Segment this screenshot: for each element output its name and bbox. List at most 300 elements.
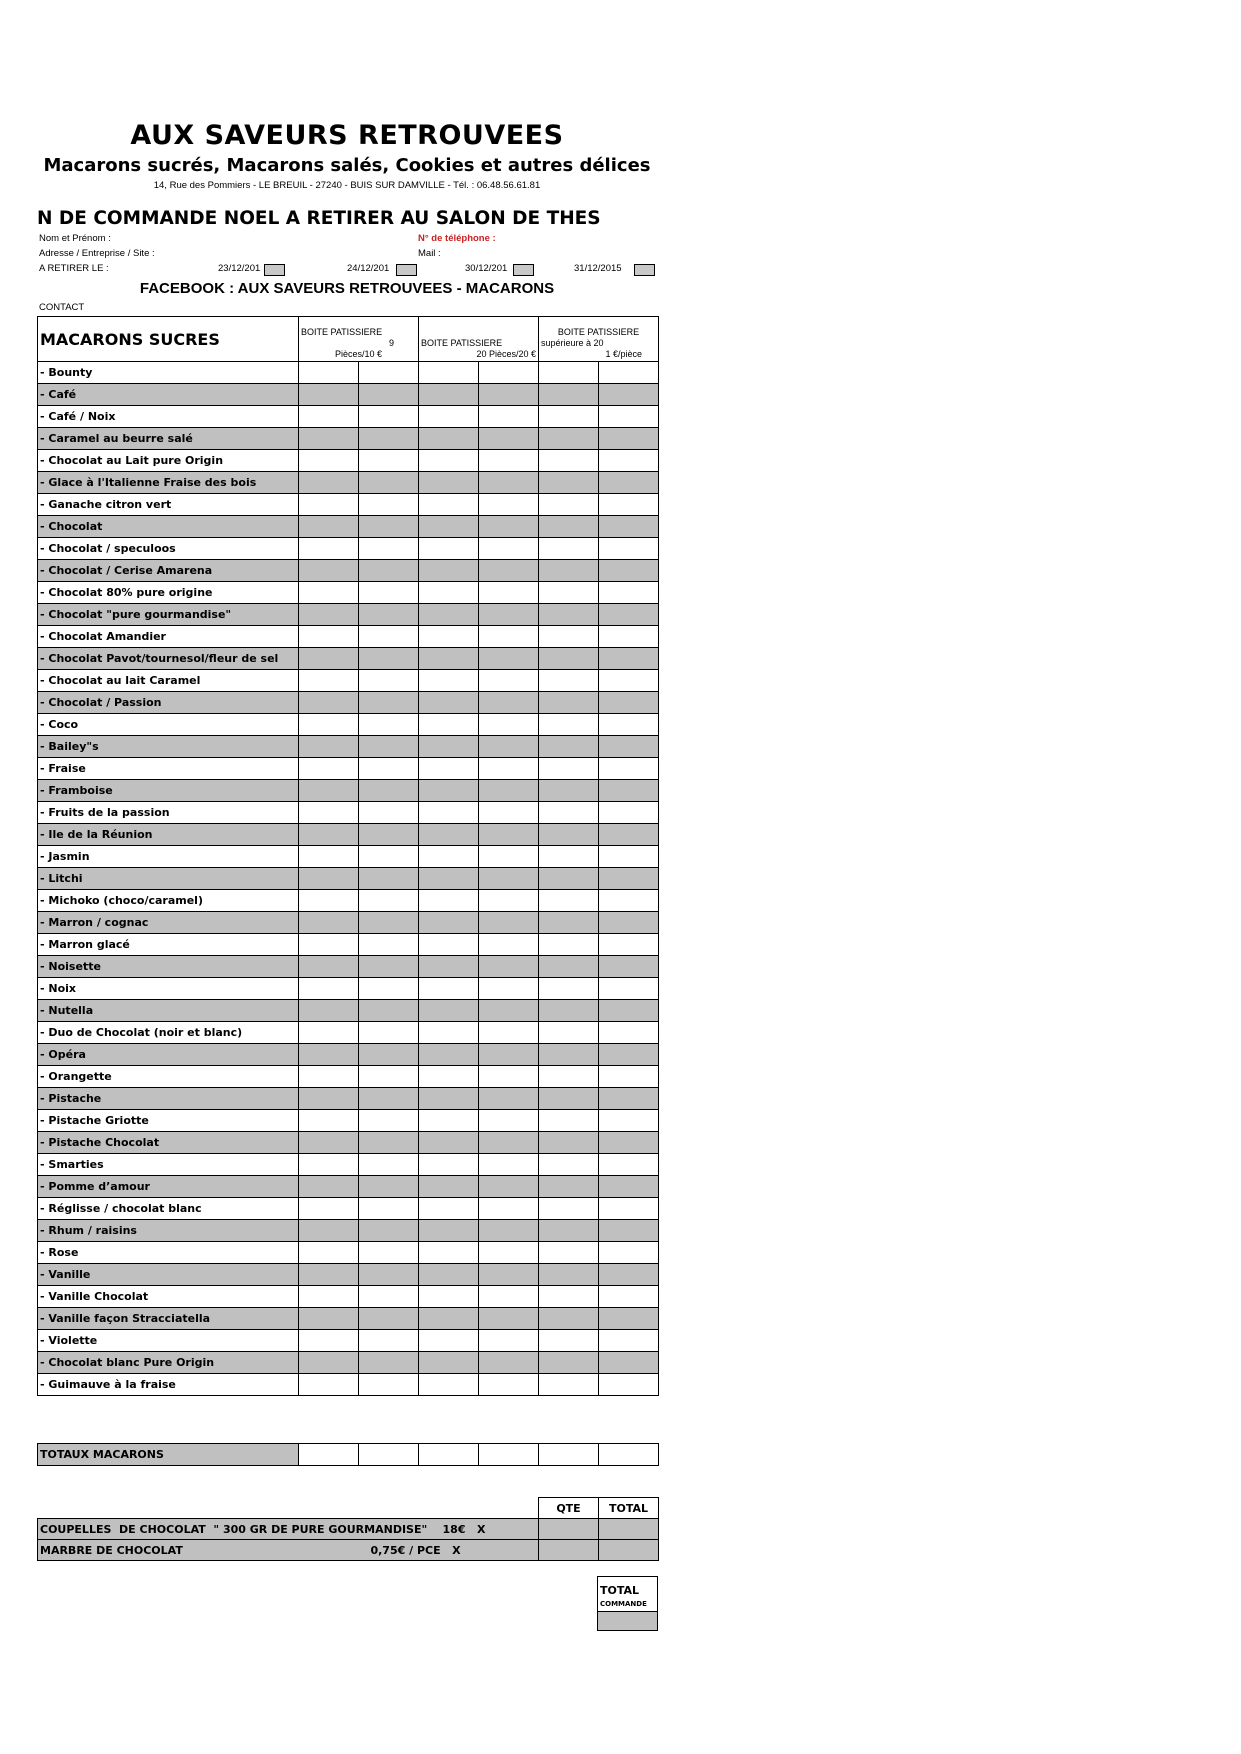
qte-input[interactable] — [539, 1540, 599, 1561]
quantity-cell[interactable] — [599, 1000, 659, 1022]
quantity-cell[interactable] — [599, 648, 659, 670]
quantity-cell[interactable] — [599, 1176, 659, 1198]
quantity-cell[interactable] — [479, 956, 539, 978]
quantity-cell[interactable] — [599, 890, 659, 912]
quantity-cell[interactable] — [599, 1308, 659, 1330]
quantity-cell[interactable] — [539, 780, 599, 802]
quantity-cell[interactable] — [539, 472, 599, 494]
quantity-cell[interactable] — [359, 538, 419, 560]
total-cell[interactable] — [599, 1444, 659, 1466]
quantity-cell[interactable] — [359, 604, 419, 626]
quantity-cell[interactable] — [419, 428, 479, 450]
quantity-cell[interactable] — [479, 824, 539, 846]
quantity-cell[interactable] — [479, 428, 539, 450]
quantity-cell[interactable] — [539, 1330, 599, 1352]
quantity-cell[interactable] — [359, 824, 419, 846]
quantity-cell[interactable] — [299, 802, 359, 824]
quantity-cell[interactable] — [539, 824, 599, 846]
quantity-cell[interactable] — [539, 1132, 599, 1154]
quantity-cell[interactable] — [539, 956, 599, 978]
quantity-cell[interactable] — [479, 1022, 539, 1044]
quantity-cell[interactable] — [299, 1154, 359, 1176]
quantity-cell[interactable] — [299, 1308, 359, 1330]
quantity-cell[interactable] — [359, 890, 419, 912]
quantity-cell[interactable] — [479, 538, 539, 560]
quantity-cell[interactable] — [479, 1154, 539, 1176]
macaron-row — [38, 1352, 659, 1374]
quantity-cell[interactable] — [299, 384, 359, 406]
quantity-cell[interactable] — [359, 1066, 419, 1088]
quantity-cell[interactable] — [479, 670, 539, 692]
quantity-cell[interactable] — [479, 516, 539, 538]
quantity-cell[interactable] — [299, 516, 359, 538]
quantity-cell[interactable] — [539, 1286, 599, 1308]
quantity-cell[interactable] — [419, 846, 479, 868]
quantity-cell[interactable] — [359, 582, 419, 604]
total-cell[interactable] — [359, 1444, 419, 1466]
quantity-cell[interactable] — [539, 582, 599, 604]
quantity-cell[interactable] — [299, 604, 359, 626]
quantity-cell[interactable] — [479, 648, 539, 670]
quantity-cell[interactable] — [419, 692, 479, 714]
quantity-cell[interactable] — [539, 362, 599, 384]
total-cell[interactable] — [539, 1444, 599, 1466]
quantity-cell[interactable] — [299, 1352, 359, 1374]
quantity-cell[interactable] — [299, 362, 359, 384]
quantity-cell[interactable] — [299, 626, 359, 648]
quantity-cell[interactable] — [479, 780, 539, 802]
quantity-cell[interactable] — [359, 868, 419, 890]
quantity-cell[interactable] — [599, 450, 659, 472]
quantity-cell[interactable] — [479, 1264, 539, 1286]
date-checkbox-4[interactable] — [634, 264, 655, 276]
quantity-cell[interactable] — [299, 1330, 359, 1352]
quantity-cell[interactable] — [599, 1132, 659, 1154]
quantity-cell[interactable] — [419, 538, 479, 560]
quantity-cell[interactable] — [539, 1066, 599, 1088]
quantity-cell[interactable] — [479, 978, 539, 1000]
quantity-cell[interactable] — [479, 450, 539, 472]
quantity-cell[interactable] — [539, 1264, 599, 1286]
quantity-cell[interactable] — [599, 1066, 659, 1088]
quantity-cell[interactable] — [359, 1286, 419, 1308]
quantity-cell[interactable] — [419, 1242, 479, 1264]
quantity-cell[interactable] — [419, 1220, 479, 1242]
quantity-cell[interactable] — [419, 1066, 479, 1088]
quantity-cell[interactable] — [299, 868, 359, 890]
quantity-cell[interactable] — [599, 714, 659, 736]
quantity-cell[interactable] — [479, 714, 539, 736]
quantity-cell[interactable] — [299, 956, 359, 978]
quantity-cell[interactable] — [419, 560, 479, 582]
quantity-cell[interactable] — [359, 516, 419, 538]
quantity-cell[interactable] — [419, 868, 479, 890]
quantity-cell[interactable] — [359, 1022, 419, 1044]
quantity-cell[interactable] — [359, 1000, 419, 1022]
quantity-cell[interactable] — [419, 934, 479, 956]
quantity-cell[interactable] — [419, 736, 479, 758]
quantity-cell[interactable] — [299, 824, 359, 846]
quantity-cell[interactable] — [479, 626, 539, 648]
quantity-cell[interactable] — [599, 912, 659, 934]
quantity-cell[interactable] — [299, 560, 359, 582]
quantity-cell[interactable] — [599, 626, 659, 648]
quantity-cell[interactable] — [479, 846, 539, 868]
quantity-cell[interactable] — [479, 1132, 539, 1154]
quantity-cell[interactable] — [479, 1352, 539, 1374]
quantity-cell[interactable] — [539, 912, 599, 934]
quantity-cell[interactable] — [479, 802, 539, 824]
date-checkbox-1[interactable] — [264, 264, 285, 276]
quantity-cell[interactable] — [479, 758, 539, 780]
quantity-cell[interactable] — [359, 670, 419, 692]
quantity-cell[interactable] — [539, 670, 599, 692]
quantity-cell[interactable] — [539, 1198, 599, 1220]
quantity-cell[interactable] — [299, 758, 359, 780]
quantity-cell[interactable] — [359, 1352, 419, 1374]
quantity-cell[interactable] — [599, 824, 659, 846]
quantity-cell[interactable] — [539, 516, 599, 538]
quantity-cell[interactable] — [599, 1352, 659, 1374]
quantity-cell[interactable] — [359, 1088, 419, 1110]
quantity-cell[interactable] — [539, 978, 599, 1000]
quantity-cell[interactable] — [599, 736, 659, 758]
date-checkbox-2[interactable] — [396, 264, 417, 276]
quantity-cell[interactable] — [419, 450, 479, 472]
quantity-cell[interactable] — [359, 1132, 419, 1154]
quantity-cell[interactable] — [599, 1198, 659, 1220]
quantity-cell[interactable] — [299, 1044, 359, 1066]
total-input[interactable] — [599, 1540, 659, 1561]
quantity-cell[interactable] — [359, 1264, 419, 1286]
quantity-cell[interactable] — [539, 1176, 599, 1198]
quantity-cell[interactable] — [359, 362, 419, 384]
quantity-cell[interactable] — [479, 912, 539, 934]
quantity-cell[interactable] — [539, 1374, 599, 1396]
quantity-cell[interactable] — [479, 1374, 539, 1396]
quantity-cell[interactable] — [419, 1308, 479, 1330]
quantity-cell[interactable] — [419, 582, 479, 604]
quantity-cell[interactable] — [599, 428, 659, 450]
quantity-cell[interactable] — [299, 648, 359, 670]
quantity-cell[interactable] — [299, 1110, 359, 1132]
quantity-cell[interactable] — [479, 1330, 539, 1352]
quantity-cell[interactable] — [299, 1088, 359, 1110]
quantity-cell[interactable] — [539, 692, 599, 714]
quantity-cell[interactable] — [419, 670, 479, 692]
quantity-cell[interactable] — [479, 868, 539, 890]
quantity-cell[interactable] — [359, 912, 419, 934]
quantity-cell[interactable] — [479, 890, 539, 912]
quantity-cell[interactable] — [599, 604, 659, 626]
quantity-cell[interactable] — [359, 1330, 419, 1352]
quantity-cell[interactable] — [299, 1066, 359, 1088]
quantity-cell[interactable] — [419, 1374, 479, 1396]
quantity-cell[interactable] — [479, 1110, 539, 1132]
quantity-cell[interactable] — [599, 362, 659, 384]
quantity-cell[interactable] — [539, 868, 599, 890]
quantity-cell[interactable] — [479, 934, 539, 956]
quantity-cell[interactable] — [299, 1176, 359, 1198]
quantity-cell[interactable] — [539, 1154, 599, 1176]
quantity-cell[interactable] — [419, 494, 479, 516]
macaron-row — [38, 824, 659, 846]
total-commande-value[interactable] — [598, 1612, 658, 1631]
quantity-cell[interactable] — [359, 428, 419, 450]
quantity-cell[interactable] — [419, 1286, 479, 1308]
quantity-cell[interactable] — [599, 472, 659, 494]
quantity-cell[interactable] — [359, 406, 419, 428]
total-cell[interactable] — [419, 1444, 479, 1466]
quantity-cell[interactable] — [359, 472, 419, 494]
quantity-cell[interactable] — [299, 1286, 359, 1308]
quantity-cell[interactable] — [419, 1000, 479, 1022]
quantity-cell[interactable] — [539, 450, 599, 472]
quantity-cell[interactable] — [599, 1088, 659, 1110]
quantity-cell[interactable] — [419, 516, 479, 538]
quantity-cell[interactable] — [539, 384, 599, 406]
quantity-cell[interactable] — [539, 1022, 599, 1044]
quantity-cell[interactable] — [539, 1352, 599, 1374]
quantity-cell[interactable] — [539, 1000, 599, 1022]
quantity-cell[interactable] — [479, 472, 539, 494]
quantity-cell[interactable] — [539, 1308, 599, 1330]
quantity-cell[interactable] — [359, 736, 419, 758]
quantity-cell[interactable] — [359, 780, 419, 802]
quantity-cell[interactable] — [419, 714, 479, 736]
qte-input[interactable] — [539, 1519, 599, 1540]
quantity-cell[interactable] — [359, 714, 419, 736]
quantity-cell[interactable] — [599, 1374, 659, 1396]
quantity-cell[interactable] — [599, 670, 659, 692]
quantity-cell[interactable] — [359, 626, 419, 648]
quantity-cell[interactable] — [299, 736, 359, 758]
quantity-cell[interactable] — [359, 1176, 419, 1198]
quantity-cell[interactable] — [299, 1022, 359, 1044]
quantity-cell[interactable] — [299, 472, 359, 494]
quantity-cell[interactable] — [419, 1198, 479, 1220]
quantity-cell[interactable] — [539, 538, 599, 560]
quantity-cell[interactable] — [599, 494, 659, 516]
quantity-cell[interactable] — [359, 1044, 419, 1066]
quantity-cell[interactable] — [479, 560, 539, 582]
quantity-cell[interactable] — [299, 692, 359, 714]
quantity-cell[interactable] — [539, 736, 599, 758]
quantity-cell[interactable] — [299, 912, 359, 934]
quantity-cell[interactable] — [419, 1264, 479, 1286]
quantity-cell[interactable] — [599, 1330, 659, 1352]
quantity-cell[interactable] — [419, 648, 479, 670]
quantity-cell[interactable] — [299, 582, 359, 604]
quantity-cell[interactable] — [599, 582, 659, 604]
quantity-cell[interactable] — [359, 1308, 419, 1330]
quantity-cell[interactable] — [419, 1330, 479, 1352]
quantity-cell[interactable] — [539, 1220, 599, 1242]
quantity-cell[interactable] — [419, 1176, 479, 1198]
quantity-cell[interactable] — [539, 648, 599, 670]
quantity-cell[interactable] — [599, 1110, 659, 1132]
quantity-cell[interactable] — [359, 802, 419, 824]
quantity-cell[interactable] — [419, 1044, 479, 1066]
quantity-cell[interactable] — [359, 560, 419, 582]
quantity-cell[interactable] — [539, 714, 599, 736]
total-cell[interactable] — [299, 1444, 359, 1466]
quantity-cell[interactable] — [359, 450, 419, 472]
quantity-cell[interactable] — [419, 1132, 479, 1154]
quantity-cell[interactable] — [479, 604, 539, 626]
quantity-cell[interactable] — [359, 934, 419, 956]
quantity-cell[interactable] — [359, 956, 419, 978]
quantity-cell[interactable] — [299, 1198, 359, 1220]
quantity-cell[interactable] — [599, 1220, 659, 1242]
quantity-cell[interactable] — [599, 934, 659, 956]
quantity-cell[interactable] — [299, 846, 359, 868]
quantity-cell[interactable] — [359, 1374, 419, 1396]
quantity-cell[interactable] — [419, 1154, 479, 1176]
quantity-cell[interactable] — [299, 428, 359, 450]
quantity-cell[interactable] — [599, 802, 659, 824]
quantity-cell[interactable] — [539, 560, 599, 582]
quantity-cell[interactable] — [359, 1154, 419, 1176]
quantity-cell[interactable] — [599, 758, 659, 780]
quantity-cell[interactable] — [419, 604, 479, 626]
quantity-cell[interactable] — [599, 538, 659, 560]
quantity-cell[interactable] — [419, 1352, 479, 1374]
quantity-cell[interactable] — [299, 450, 359, 472]
quantity-cell[interactable] — [299, 780, 359, 802]
quantity-cell[interactable] — [419, 978, 479, 1000]
quantity-cell[interactable] — [419, 406, 479, 428]
total-cell[interactable] — [479, 1444, 539, 1466]
quantity-cell[interactable] — [359, 692, 419, 714]
quantity-cell[interactable] — [599, 560, 659, 582]
quantity-cell[interactable] — [599, 692, 659, 714]
quantity-cell[interactable] — [299, 494, 359, 516]
quantity-cell[interactable] — [299, 934, 359, 956]
quantity-cell[interactable] — [539, 846, 599, 868]
quantity-cell[interactable] — [299, 1132, 359, 1154]
quantity-cell[interactable] — [479, 406, 539, 428]
quantity-cell[interactable] — [539, 1242, 599, 1264]
quantity-cell[interactable] — [599, 978, 659, 1000]
quantity-cell[interactable] — [539, 1044, 599, 1066]
quantity-cell[interactable] — [299, 978, 359, 1000]
quantity-cell[interactable] — [479, 582, 539, 604]
quantity-cell[interactable] — [419, 384, 479, 406]
quantity-cell[interactable] — [599, 846, 659, 868]
quantity-cell[interactable] — [359, 1242, 419, 1264]
quantity-cell[interactable] — [359, 1220, 419, 1242]
quantity-cell[interactable] — [599, 868, 659, 890]
quantity-cell[interactable] — [599, 1286, 659, 1308]
quantity-cell[interactable] — [299, 1220, 359, 1242]
quantity-cell[interactable] — [479, 1308, 539, 1330]
quantity-cell[interactable] — [479, 1176, 539, 1198]
quantity-cell[interactable] — [599, 384, 659, 406]
quantity-cell[interactable] — [299, 714, 359, 736]
quantity-cell[interactable] — [599, 1154, 659, 1176]
quantity-cell[interactable] — [359, 978, 419, 1000]
quantity-cell[interactable] — [419, 890, 479, 912]
total-input[interactable] — [599, 1519, 659, 1540]
quantity-cell[interactable] — [359, 1110, 419, 1132]
quantity-cell[interactable] — [599, 780, 659, 802]
quantity-cell[interactable] — [479, 1286, 539, 1308]
quantity-cell[interactable] — [419, 912, 479, 934]
quantity-cell[interactable] — [539, 1088, 599, 1110]
quantity-cell[interactable] — [479, 1220, 539, 1242]
quantity-cell[interactable] — [599, 1242, 659, 1264]
quantity-cell[interactable] — [419, 626, 479, 648]
quantity-cell[interactable] — [479, 692, 539, 714]
quantity-cell[interactable] — [359, 494, 419, 516]
quantity-cell[interactable] — [299, 1000, 359, 1022]
quantity-cell[interactable] — [419, 758, 479, 780]
quantity-cell[interactable] — [419, 802, 479, 824]
quantity-cell[interactable] — [599, 1022, 659, 1044]
quantity-cell[interactable] — [539, 802, 599, 824]
quantity-cell[interactable] — [299, 1242, 359, 1264]
quantity-cell[interactable] — [539, 428, 599, 450]
quantity-cell[interactable] — [599, 956, 659, 978]
quantity-cell[interactable] — [299, 406, 359, 428]
quantity-cell[interactable] — [479, 384, 539, 406]
quantity-cell[interactable] — [539, 604, 599, 626]
quantity-cell[interactable] — [299, 538, 359, 560]
quantity-cell[interactable] — [419, 472, 479, 494]
quantity-cell[interactable] — [419, 1022, 479, 1044]
quantity-cell[interactable] — [479, 362, 539, 384]
quantity-cell[interactable] — [599, 406, 659, 428]
quantity-cell[interactable] — [539, 626, 599, 648]
quantity-cell[interactable] — [359, 648, 419, 670]
quantity-cell[interactable] — [479, 1242, 539, 1264]
quantity-cell[interactable] — [479, 1088, 539, 1110]
quantity-cell[interactable] — [419, 824, 479, 846]
quantity-cell[interactable] — [539, 758, 599, 780]
quantity-cell[interactable] — [359, 384, 419, 406]
quantity-cell[interactable] — [299, 890, 359, 912]
quantity-cell[interactable] — [479, 1198, 539, 1220]
box-9-line2: 9 — [388, 338, 394, 348]
quantity-cell[interactable] — [599, 1044, 659, 1066]
quantity-cell[interactable] — [479, 494, 539, 516]
quantity-cell[interactable] — [539, 890, 599, 912]
quantity-cell[interactable] — [299, 1374, 359, 1396]
quantity-cell[interactable] — [299, 670, 359, 692]
quantity-cell[interactable] — [599, 1264, 659, 1286]
quantity-cell[interactable] — [479, 1066, 539, 1088]
quantity-cell[interactable] — [479, 736, 539, 758]
quantity-cell[interactable] — [419, 1088, 479, 1110]
quantity-cell[interactable] — [539, 494, 599, 516]
quantity-cell[interactable] — [359, 846, 419, 868]
quantity-cell[interactable] — [299, 1264, 359, 1286]
quantity-cell[interactable] — [539, 934, 599, 956]
date-checkbox-3[interactable] — [513, 264, 534, 276]
quantity-cell[interactable] — [419, 780, 479, 802]
quantity-cell[interactable] — [419, 956, 479, 978]
quantity-cell[interactable] — [419, 1110, 479, 1132]
quantity-cell[interactable] — [599, 516, 659, 538]
quantity-cell[interactable] — [359, 1198, 419, 1220]
quantity-cell[interactable] — [419, 362, 479, 384]
quantity-cell[interactable] — [539, 406, 599, 428]
quantity-cell[interactable] — [479, 1000, 539, 1022]
quantity-cell[interactable] — [479, 1044, 539, 1066]
quantity-cell[interactable] — [359, 758, 419, 780]
quantity-cell[interactable] — [539, 1110, 599, 1132]
